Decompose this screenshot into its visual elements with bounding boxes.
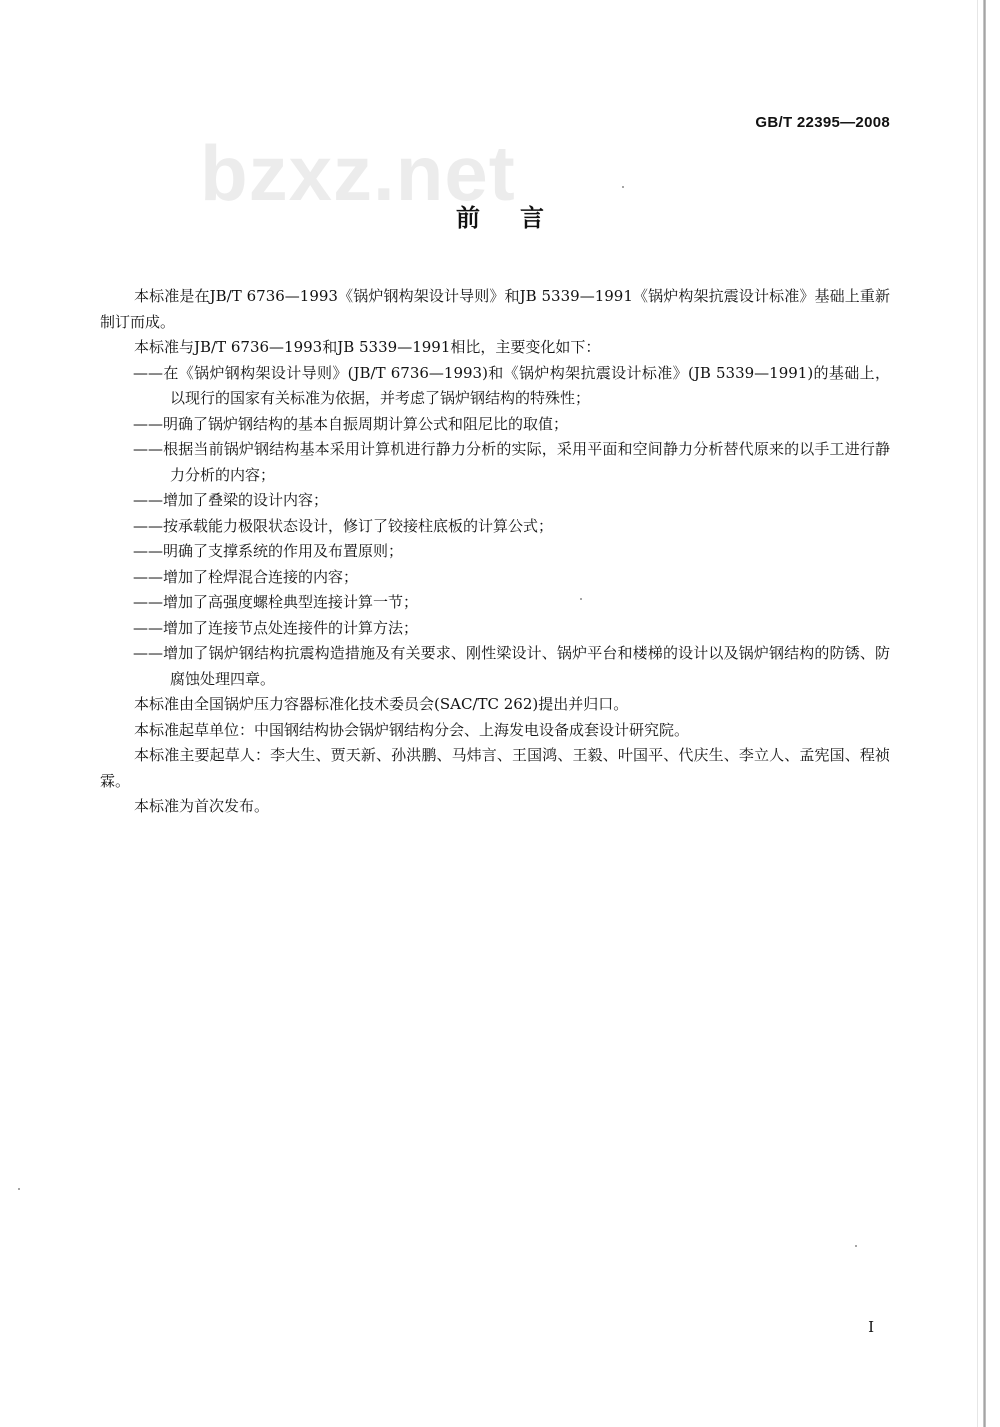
foreword-body <box>100 284 890 820</box>
scan-speck <box>622 186 624 188</box>
scan-speck <box>580 598 582 600</box>
standard-number: GB/T 22395—2008 <box>755 114 890 131</box>
change-item: ——根据当前锅炉钢结构基本采用计算机进行静力分析的实际，采用平面和空间静力分析替代原来的以手工进行静力分析的内容； <box>133 440 890 484</box>
scan-speck <box>18 1188 20 1190</box>
change-item: ——增加了连接节点处连接件的计算方法； <box>133 618 419 637</box>
page-title: 前言 <box>456 204 584 232</box>
intro-paragraph-1: 本标准是在JB/T 6736—1993《锅炉钢构架设计导则》和JB 5339—1991《锅炉构架抗震设计标准》基础上重新制订而成。 <box>100 287 890 331</box>
scan-speck <box>855 1245 857 1247</box>
change-item: ——在《锅炉钢构架设计导则》(JB/T 6736—1993)和《锅炉构架抗震设计标准》(JB 5339—1991)的基础上，以现行的国家有关标准为依据，并考虑了锅炉钢结构的特殊性； <box>133 363 890 407</box>
change-item: ——增加了叠梁的设计内容； <box>133 491 329 509</box>
change-item: ——增加了锅炉钢结构抗震构造措施及有关要求、刚性梁设计、锅炉平台和楼梯的设计以及锅炉钢结构的防锈、防腐蚀处理四章。 <box>133 644 890 688</box>
outro-paragraph-first-release: 本标准为首次发布。 <box>134 797 270 815</box>
change-item: ——增加了高强度螺栓典型连接计算一节； <box>133 593 419 611</box>
change-item: ——按承载能力极限状态设计，修订了铰接柱底板的计算公式； <box>133 516 554 535</box>
outro-paragraph-drafting-units: 本标准起草单位：中国钢结构协会锅炉钢结构分会、上海发电设备成套设计研究院。 <box>134 720 690 739</box>
intro-paragraph-2: 本标准与JB/T 6736—1993和JB 5339—1991相比，主要变化如下： <box>134 338 601 356</box>
page-number: I <box>868 1318 874 1336</box>
outro-paragraph-committee: 本标准由全国锅炉压力容器标准化技术委员会(SAC/TC 262)提出并归口。 <box>134 695 629 713</box>
change-item: ——增加了栓焊混合连接的内容； <box>133 567 359 586</box>
watermark: bzxz.net <box>200 129 516 217</box>
change-item: ——明确了支撑系统的作用及布置原则； <box>133 542 404 560</box>
change-item: ——明确了锅炉钢结构的基本自振周期计算公式和阻尼比的取值； <box>133 414 569 433</box>
outro-paragraph-drafters: 本标准主要起草人：李大生、贾天新、孙洪鹏、马炜言、王国鸿、王毅、叶国平、代庆生、李立人、孟宪国、程祯霖。 <box>100 746 890 790</box>
